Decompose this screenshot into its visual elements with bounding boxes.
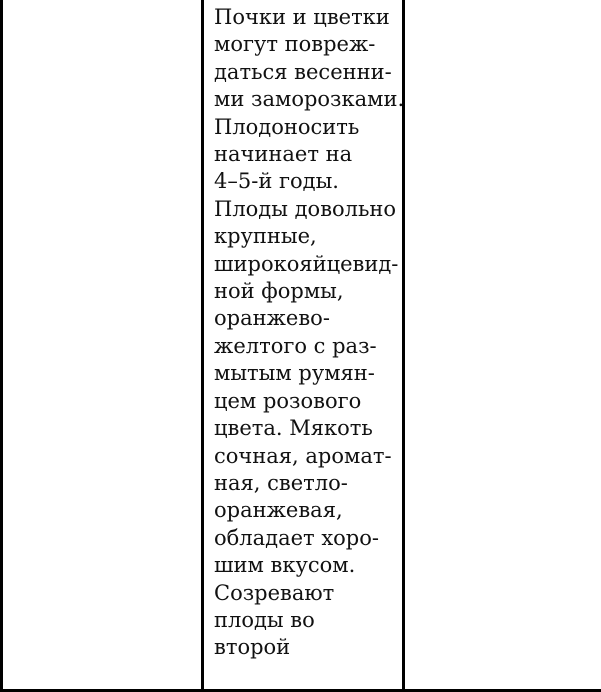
text-line: Созревают <box>214 580 335 605</box>
table-row <box>2 0 601 691</box>
text-line: даться весенни- <box>214 59 392 84</box>
text-line: Почки и цветки <box>214 5 390 29</box>
description-text <box>204 0 405 662</box>
text-line: плоды во <box>214 607 315 632</box>
text-line: Плодоносить <box>214 114 360 139</box>
table-cell-right <box>404 0 601 691</box>
text-line: цвета. Мякоть <box>214 416 373 441</box>
text-line: крупные, <box>214 224 317 249</box>
text-line: Плоды довольно <box>214 196 397 221</box>
text-line: шим вкусом. <box>214 553 356 578</box>
text-line: ная, светло- <box>214 470 348 495</box>
text-line: цем розового <box>214 388 362 413</box>
text-line: широкояйцевид- <box>214 251 399 276</box>
text-line: оранжевая, <box>214 498 343 523</box>
text-line: 4–5-й годы. <box>214 169 339 194</box>
table-cell-description <box>203 0 404 691</box>
text-line: сочная, аромат- <box>214 443 392 468</box>
text-line: мытым румян- <box>214 361 375 386</box>
text-line: начинает на <box>214 142 353 167</box>
text-line: второй <box>214 635 291 660</box>
text-line: ми заморозками. <box>214 87 405 112</box>
text-line: обладает хоро- <box>214 525 379 550</box>
table-cell-left <box>2 0 203 691</box>
text-line: ной формы, <box>214 279 344 304</box>
text-line: могут повреж- <box>214 32 376 57</box>
text-line: оранжево- <box>214 306 330 331</box>
text-line: желтого с раз- <box>214 333 377 358</box>
